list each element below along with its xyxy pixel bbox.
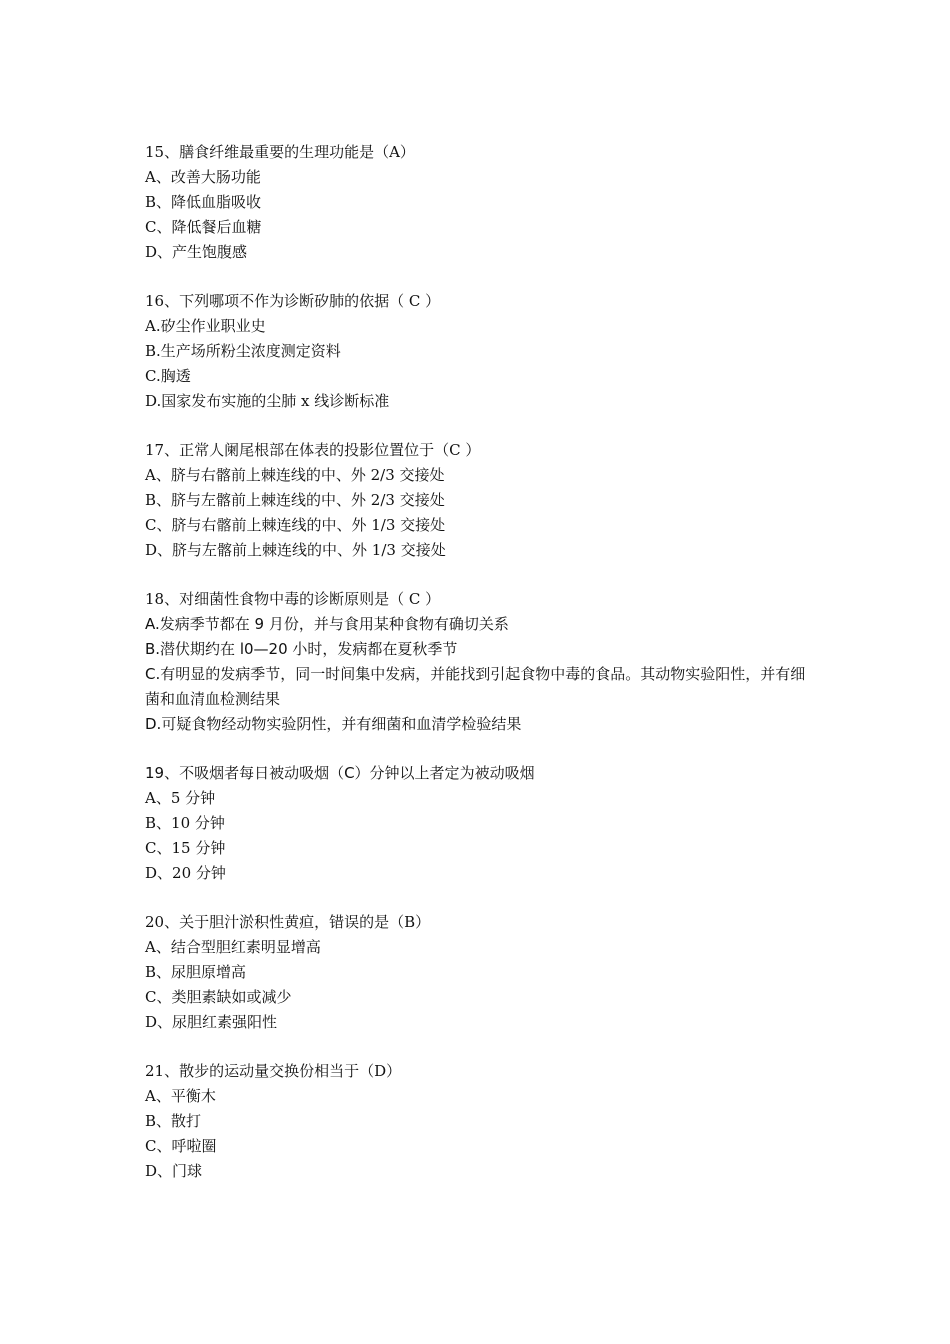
- question-stem: 21、散步的运动量交换份相当于（D）: [145, 1062, 402, 1080]
- option-c: C、脐与右髂前上棘连线的中、外 1/3 交接处: [145, 516, 446, 534]
- option-a: A、结合型胆红素明显增高: [145, 938, 321, 956]
- question-19: [145, 761, 825, 886]
- option-a: A.矽尘作业职业史: [145, 317, 266, 335]
- question-list: [145, 140, 825, 1208]
- option-b: B、尿胆原增高: [145, 963, 247, 981]
- question-stem: 19、不吸烟者每日被动吸烟（C）分钟以上者定为被动吸烟: [145, 764, 535, 782]
- option-b: B.生产场所粉尘浓度测定资料: [145, 342, 341, 360]
- option-a: A、改善大肠功能: [145, 168, 261, 186]
- question-stem: 20、关于胆汁淤积性黄疸，错误的是（B）: [145, 913, 431, 931]
- question-stem: 18、对细菌性食物中毒的诊断原则是（ C ）: [145, 590, 441, 608]
- question-15: [145, 140, 825, 265]
- option-d: D、产生饱腹感: [145, 243, 248, 261]
- option-c: C、呼啦圈: [145, 1137, 217, 1155]
- option-c: C、15 分钟: [145, 839, 226, 857]
- option-c: C、降低餐后血糖: [145, 218, 262, 236]
- question-stem: 15、膳食纤维最重要的生理功能是（A）: [145, 143, 415, 161]
- option-d: D.可疑食物经动物实验阴性，并有细菌和血清学检验结果: [145, 715, 522, 733]
- option-d: D、门球: [145, 1162, 203, 1180]
- option-a: A、脐与右髂前上棘连线的中、外 2/3 交接处: [145, 466, 445, 484]
- option-b: B、10 分钟: [145, 814, 225, 832]
- question-21: [145, 1059, 825, 1184]
- option-b: B、散打: [145, 1112, 202, 1130]
- question-16: [145, 289, 825, 414]
- option-d: D、20 分钟: [145, 864, 226, 882]
- option-d: D.国家发布实施的尘肺 x 线诊断标准: [145, 392, 390, 410]
- question-stem: 16、下列哪项不作为诊断矽肺的依据（ C ）: [145, 292, 441, 310]
- option-d: D、脐与左髂前上棘连线的中、外 1/3 交接处: [145, 541, 446, 559]
- question-18: [145, 587, 825, 737]
- question-17: [145, 438, 825, 563]
- question-stem: 17、正常人阑尾根部在体表的投影位置位于（C ）: [145, 441, 481, 459]
- option-b: B、降低血脂吸收: [145, 193, 262, 211]
- option-a: A、5 分钟: [145, 789, 216, 807]
- option-a: A、平衡木: [145, 1087, 216, 1105]
- question-20: [145, 910, 825, 1035]
- option-b: B、脐与左髂前上棘连线的中、外 2/3 交接处: [145, 491, 445, 509]
- option-c: C.有明显的发病季节，同一时间集中发病，并能找到引起食物中毒的食品。其动物实验阳性，并有细菌和血清血检测结果: [145, 665, 806, 708]
- option-a: A.发病季节都在 9 月份，并与食用某种食物有确切关系: [145, 615, 509, 633]
- option-b: B.潜伏期约在 l0—20 小时，发病都在夏秋季节: [145, 640, 458, 658]
- option-d: D、尿胆红素强阳性: [145, 1013, 278, 1031]
- option-c: C.胸透: [145, 367, 191, 385]
- option-c: C、类胆素缺如或减少: [145, 988, 292, 1006]
